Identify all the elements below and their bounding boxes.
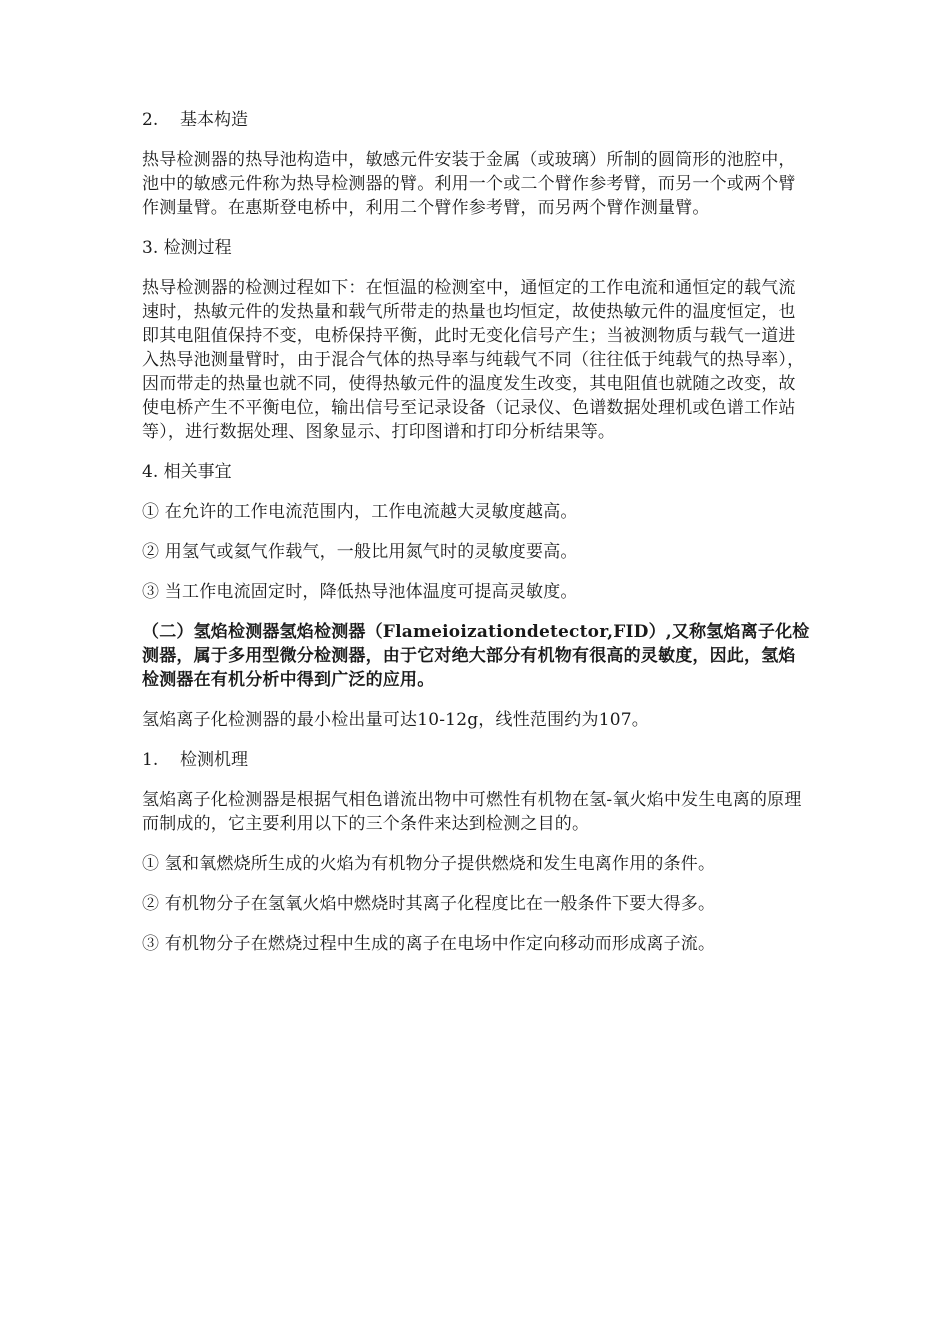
section-4-item-2: ② 用氢气或氦气作载气，一般比用氮气时的灵敏度要高。 [142,542,578,562]
document-content [142,108,812,972]
fid-section-1-body: 氢焰离子化检测器是根据气相色谱流出物中可燃性有机物在氢-氧火焰中发生电离的原理而制成的，它主要利用以下的三个条件来达到检测之目的。 [142,790,802,834]
section-2-number: 2. [142,110,159,130]
fid-section-1-heading [142,748,812,772]
fid-section-1-number: 1. [142,750,159,770]
section-4-item-1: ① 在允许的工作电流范围内，工作电流越大灵敏度越高。 [142,502,578,522]
section-2-heading [142,108,812,132]
fid-section-1-title: 检测机理 [180,750,248,770]
section-4-heading: 4. 相关事宜 [142,462,232,482]
fid-section-1-item-3: ③ 有机物分子在燃烧过程中生成的离子在电场中作定向移动而形成离子流。 [142,934,716,954]
fid-section-1-item-2: ② 有机物分子在氢氧火焰中燃烧时其离子化程度比在一般条件下要大得多。 [142,894,716,914]
fid-intro-paragraph: （二）氢焰检测器氢焰检测器（Flameioizationdetector,FID）,又称氢焰离子化检测器，属于多用型微分检测器，由于它对绝大部分有机物有很高的灵敏度，因此，氢焰检测器在有机分析中得到广泛的应用。 [142,622,810,690]
fid-section-1-item-1: ① 氢和氧燃烧所生成的火焰为有机物分子提供燃烧和发生电离作用的条件。 [142,854,716,874]
section-2-body: 热导检测器的热导池构造中，敏感元件安装于金属（或玻璃）所制的圆筒形的池腔中，池中的敏感元件称为热导检测器的臂。利用一个或二个臂作参考臂，而另一个或两个臂作测量臂。在惠斯登电桥中，利用二个臂作参考臂，而另两个臂作测量臂。 [142,150,796,218]
section-2-title: 基本构造 [180,110,248,130]
section-3-heading: 3. 检测过程 [142,238,232,258]
section-3-body: 热导检测器的检测过程如下：在恒温的检测室中，通恒定的工作电流和通恒定的载气流速时，热敏元件的发热量和载气所带走的热量也均恒定，故使热敏元件的温度恒定，也即其电阻值保持不变，电桥保持平衡，此时无变化信号产生；当被测物质与载气一道进入热导池测量臂时，由于混合气体的热导率与纯载气不同（往往低于纯载气的热导率），因而带走的热量也就不同，使得热敏元件的温度发生改变，其电阻值也就随之改变，故使电桥产生不平衡电位，输出信号至记录设备（记录仪、色谱数据处理机或色谱工作站等），进行数据处理、图象显示、打印图谱和打印分析结果等。 [142,278,805,442]
fid-limit-paragraph: 氢焰离子化检测器的最小检出量可达10-12g，线性范围约为107。 [142,710,649,730]
section-4-item-3: ③ 当工作电流固定时，降低热导池体温度可提高灵敏度。 [142,582,578,602]
